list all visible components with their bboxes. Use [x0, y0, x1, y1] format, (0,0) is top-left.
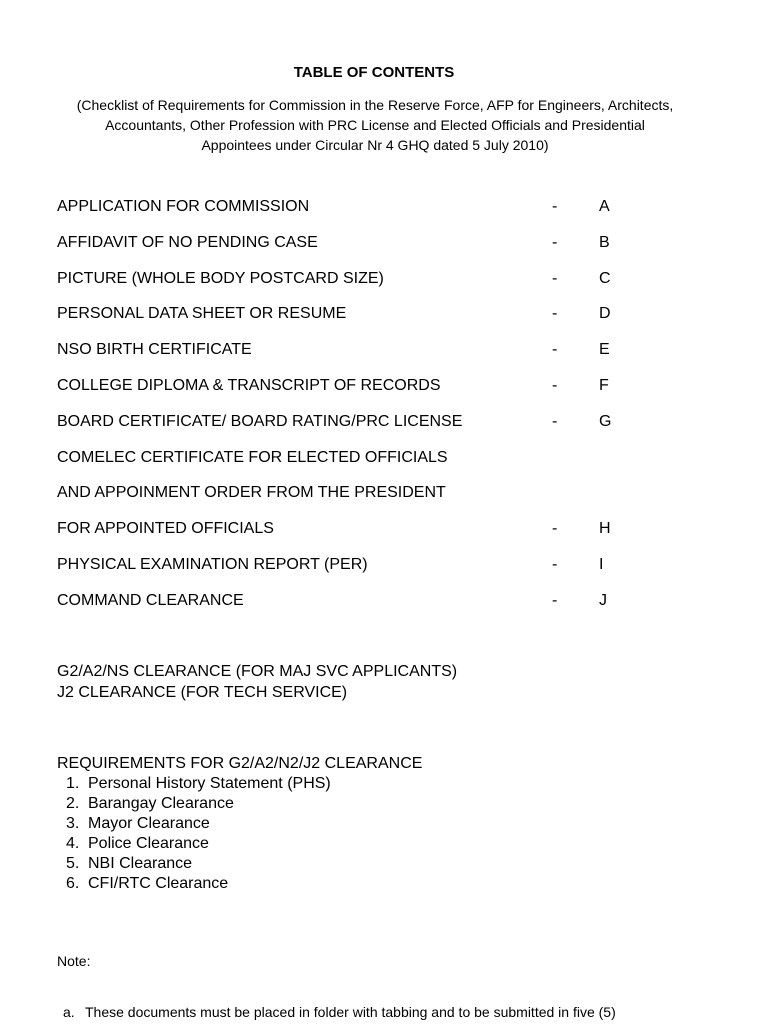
toc-row: [57, 375, 677, 411]
toc-letter: C: [599, 269, 611, 287]
list-text: CFI/RTC Clearance: [88, 875, 229, 892]
list-number: 2.: [66, 795, 80, 812]
toc-dash: -: [552, 233, 558, 251]
clearances-block: [57, 661, 457, 703]
list-text: NBI Clearance: [88, 855, 193, 872]
toc-row: [57, 411, 677, 447]
toc-letter: F: [599, 376, 609, 394]
toc-letter: J: [599, 591, 607, 609]
note-item-letter: a.: [63, 1004, 75, 1020]
toc-label: FOR APPOINTED OFFICIALS: [57, 520, 274, 538]
toc-label: PICTURE (WHOLE BODY POSTCARD SIZE): [57, 269, 384, 287]
toc-row: [57, 339, 677, 375]
note-label: Note:: [57, 953, 91, 969]
list-number: 5.: [66, 855, 80, 872]
toc-row: [57, 590, 677, 626]
toc-dash: -: [552, 341, 558, 359]
list-number: 4.: [66, 835, 80, 852]
list-item: [66, 774, 331, 794]
toc-dash: -: [552, 412, 558, 430]
toc-label: COLLEGE DIPLOMA & TRANSCRIPT OF RECORDS: [57, 376, 441, 394]
toc-label: AND APPOINMENT ORDER FROM THE PRESIDENT: [57, 484, 446, 502]
clearance-line: J2 CLEARANCE (FOR TECH SERVICE): [57, 684, 348, 701]
list-text: Police Clearance: [88, 835, 209, 852]
toc-row: [57, 196, 677, 232]
toc-row: [57, 268, 677, 304]
toc-row: [57, 447, 677, 483]
toc-label: APPLICATION FOR COMMISSION: [57, 198, 310, 215]
toc-dash: -: [552, 376, 558, 394]
document-title: TABLE OF CONTENTS: [293, 64, 455, 81]
toc-letter: H: [599, 520, 611, 538]
toc-row: [57, 303, 677, 339]
list-item: [66, 854, 331, 874]
toc-letter: E: [599, 341, 610, 359]
toc-label: NSO BIRTH CERTIFICATE: [57, 341, 252, 359]
toc-letter: B: [599, 233, 610, 251]
toc-row: [57, 518, 677, 554]
toc-dash: -: [552, 555, 558, 573]
toc-dash: -: [552, 520, 558, 538]
toc-label: COMMAND CLEARANCE: [57, 591, 244, 609]
toc-label: AFFIDAVIT OF NO PENDING CASE: [57, 233, 318, 251]
toc-letter: A: [599, 198, 610, 215]
list-item: [66, 874, 331, 894]
list-item: [66, 794, 331, 814]
list-item: [66, 814, 331, 834]
table-of-contents: [57, 196, 677, 626]
list-text: Barangay Clearance: [88, 795, 234, 812]
toc-row: [57, 554, 677, 590]
toc-dash: -: [552, 591, 558, 609]
toc-letter: D: [599, 305, 611, 323]
toc-label: COMELEC CERTIFICATE FOR ELECTED OFFICIALS: [57, 448, 448, 466]
toc-row: [57, 232, 677, 268]
list-number: 3.: [66, 815, 80, 832]
toc-dash: -: [552, 269, 558, 287]
toc-label: BOARD CERTIFICATE/ BOARD RATING/PRC LICENSE: [57, 412, 463, 430]
requirements-list: [66, 774, 331, 894]
note-item-text: These documents must be placed in folder with tabbing and to be submitted in five (5): [85, 1004, 616, 1020]
toc-row: [57, 482, 677, 518]
toc-label: PHYSICAL EXAMINATION REPORT (PER): [57, 555, 368, 573]
toc-letter: G: [599, 412, 612, 430]
clearance-line: G2/A2/NS CLEARANCE (FOR MAJ SVC APPLICANTS): [57, 663, 458, 680]
requirements-heading: REQUIREMENTS FOR G2/A2/N2/J2 CLEARANCE: [57, 755, 423, 772]
toc-letter: I: [599, 555, 604, 573]
document-subtitle: (Checklist of Requirements for Commission in the Reserve Force, AFP for Engineers, Architects, Accountants, Other Profession with PRC License and Elected Officials and Presidential Appointees under Circular Nr 4 GHQ dated 5 July 2010): [76, 97, 674, 153]
list-number: 6.: [66, 875, 80, 892]
toc-dash: -: [552, 305, 558, 323]
list-text: Personal History Statement (PHS): [88, 775, 331, 792]
toc-label: PERSONAL DATA SHEET OR RESUME: [57, 305, 347, 323]
list-item: [66, 834, 331, 854]
list-number: 1.: [66, 775, 80, 792]
toc-dash: -: [552, 198, 558, 215]
note-item: [63, 1004, 616, 1020]
list-text: Mayor Clearance: [88, 815, 210, 832]
